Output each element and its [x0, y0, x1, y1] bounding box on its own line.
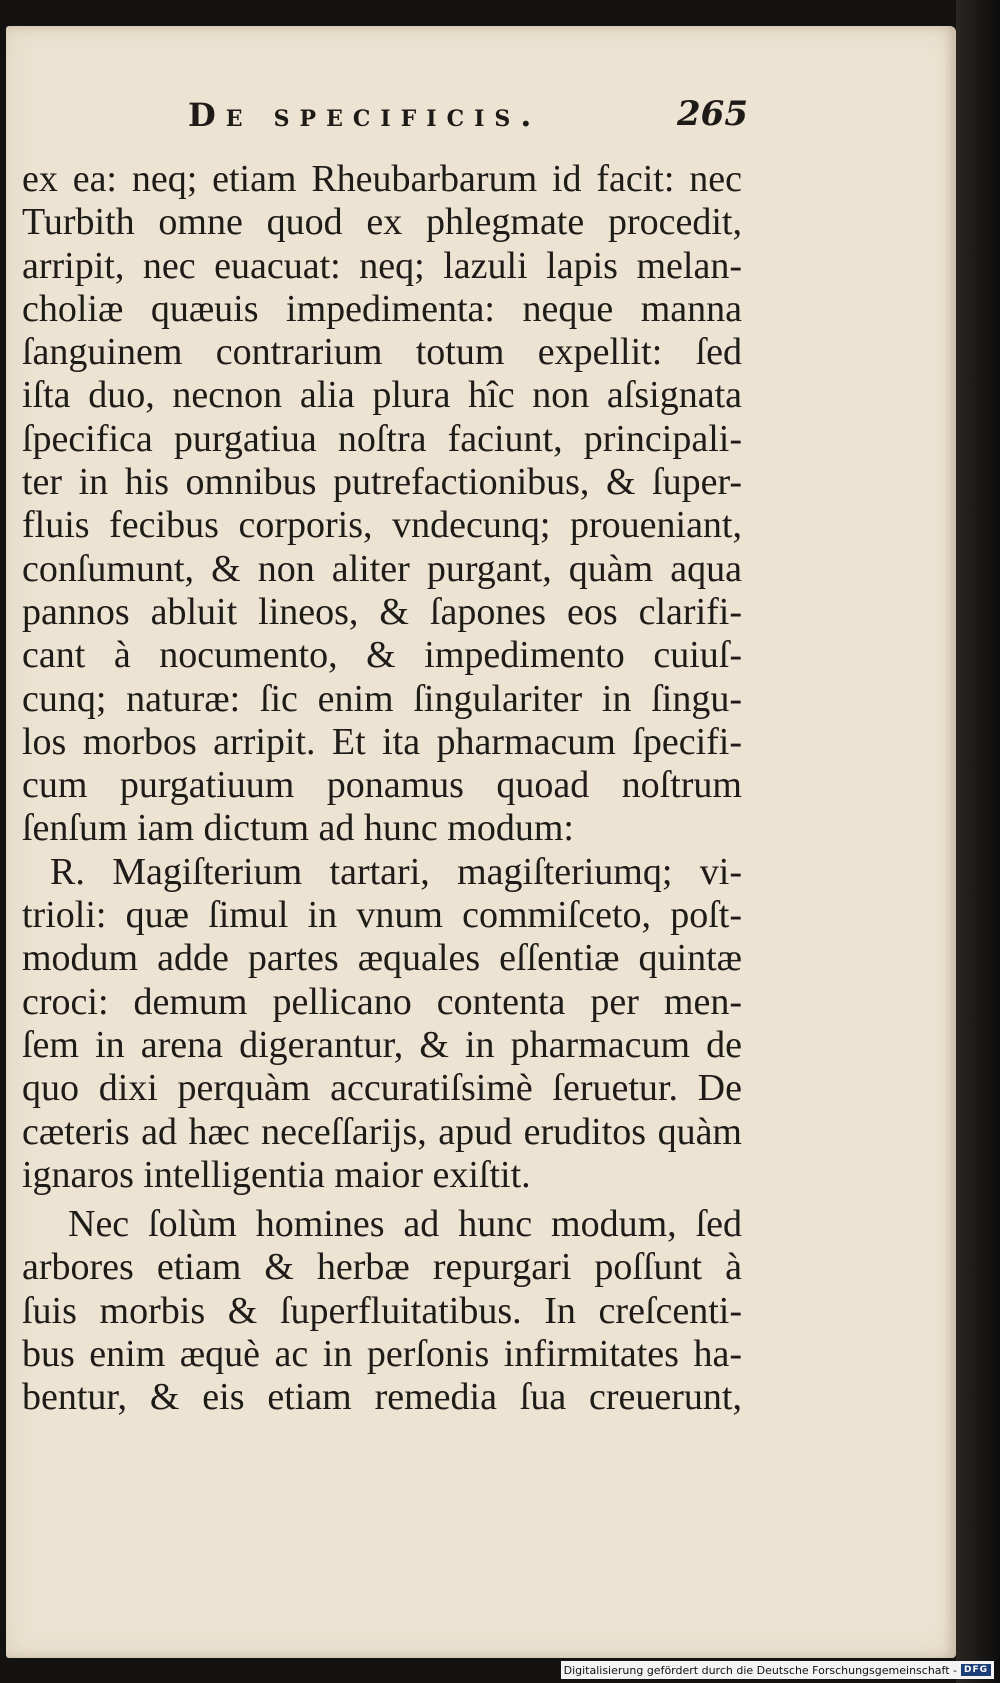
credit-text: Digitalisierung gefördert durch die Deutsche Forschungsgemeinschaft -: [563, 1663, 957, 1677]
text-line: Nec ſolùm homines ad hunc modum, ſed: [68, 1203, 742, 1246]
text-line: R. Magiſterium tartari, magiſteriumq; vi-: [50, 850, 742, 893]
running-title: De specificis.: [188, 96, 542, 134]
dfg-logo-icon: DFG: [961, 1664, 991, 1676]
text-line: quo dixi perquàm accuratiſsimè ſeruetur. De: [22, 1067, 742, 1110]
text-line: ter in his omnibus putrefactionibus, & ſuper-: [22, 461, 742, 504]
text-line: conſumunt, & non aliter purgant, quàm aqua: [22, 547, 742, 590]
text-line: ex ea: neq; etiam Rheubarbarum id facit: nec: [22, 158, 742, 200]
text-line: cæteris ad hæc neceſſarijs, apud eruditos quàm: [22, 1110, 742, 1153]
text-line: ſenſum iam dictum ad hunc modum:: [22, 807, 574, 850]
digitization-credit: [561, 1661, 994, 1679]
text-line: cunq; naturæ: ſic enim ſingulariter in ſingu-: [22, 677, 742, 720]
text-line: los morbos arripit. Et ita pharmacum ſpecifi-: [22, 720, 742, 763]
text-line: pannos abluit lineos, & ſapones eos clarifi-: [22, 590, 742, 633]
text-line: ignaros intelligentia maior exiſtit.: [22, 1153, 531, 1196]
text-line: Turbith omne quod ex phlegmate procedit,: [22, 201, 742, 244]
text-line: trioli: quæ ſimul in vnum commiſceto, poſt-: [22, 894, 742, 937]
book-edge-shadow: [956, 0, 1000, 1683]
text-line: croci: demum pellicano contenta per men-: [22, 980, 742, 1023]
text-line: ſem in arena digerantur, & in pharmacum de: [22, 1023, 742, 1066]
text-line: choliæ quæuis impedimenta: neque manna: [22, 287, 742, 330]
text-line: bentur, & eis etiam remedia ſua creuerunt,: [22, 1376, 742, 1419]
text-line: ſpecifica purgatiua noſtra faciunt, principali-: [22, 417, 742, 460]
text-line: arbores etiam & herbæ repurgari poſſunt à: [22, 1246, 742, 1289]
text-line: iſta duo, necnon alia plura hîc non aſsignata: [22, 374, 742, 417]
text-line: bus enim æquè ac in perſonis infirmitates ha-: [22, 1333, 742, 1376]
page-number: 265: [677, 94, 748, 134]
page-header: [188, 92, 748, 142]
text-line: ſanguinem contrarium totum expellit: ſed: [22, 331, 742, 374]
text-line: modum adde partes æquales eſſentiæ quintæ: [22, 937, 742, 980]
text-line: ſuis morbis & ſuperfluitatibus. In creſcenti-: [22, 1289, 742, 1332]
text-line: fluis fecibus corporis, vndecunq; proueniant,: [22, 504, 742, 547]
body-text: [22, 158, 742, 1420]
text-line: cant à nocumento, & impedimento cuiuſ-: [22, 634, 742, 677]
text-line: cum purgatiuum ponamus quoad noſtrum: [22, 764, 742, 807]
text-line: arripit, nec euacuat: neq; lazuli lapis melan-: [22, 244, 742, 287]
